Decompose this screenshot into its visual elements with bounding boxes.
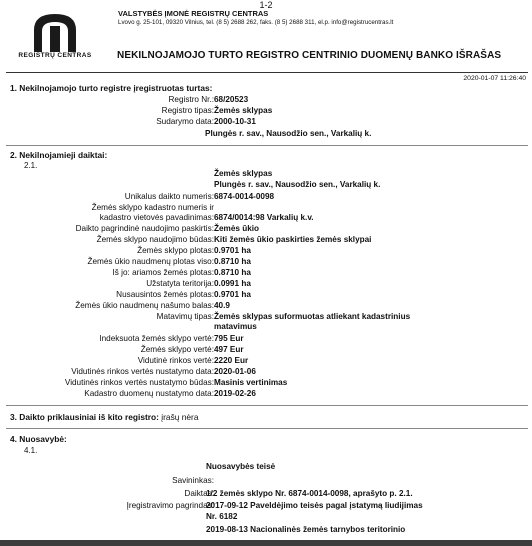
section1-title: 1. Nekilnojamojo turto registre įregistruotas turtas:: [10, 83, 213, 93]
row-value: 2017-09-12 Paveldėjimo teisės pagal įstatymą liudijimas: [206, 501, 423, 510]
section3-line: [10, 412, 199, 422]
logo-arch-icon: [30, 12, 80, 52]
section2-item-address: Plungės r. sav., Nausodžio sen., Varkalių k.: [214, 180, 381, 189]
row-value: 6874-0014-0098: [214, 192, 275, 201]
row-label: Sudarymo data:: [156, 117, 214, 126]
section2-row: [0, 245, 532, 256]
row-value: 6874/0014:98 Varkalių k.v.: [214, 213, 314, 222]
row-label: Vidutinės rinkos vertės nustatymo būdas:: [64, 378, 214, 387]
row-value: 40.9: [214, 301, 230, 310]
row-label: Žemės sklypo vertė:: [140, 345, 214, 354]
section2-row: [0, 377, 532, 388]
section4-row: [0, 511, 532, 522]
section4-title: 4. Nuosavybė:: [10, 434, 67, 444]
row-value: 68/20523: [214, 95, 249, 104]
org-address: Lvovo g. 25-101, 09320 Vilnius, tel. (8 5) 2688 262, faks. (8 5) 2688 311, el.p. info@registrucentras.lt: [118, 19, 394, 26]
row-label: Žemės sklypo naudojimo būdas:: [96, 235, 214, 244]
section2-row: [0, 234, 532, 245]
row-label: Daikto pagrindinė naudojimo paskirtis:: [75, 224, 214, 233]
section4-item-number: 4.1.: [24, 446, 38, 455]
row-value: Žemės sklypas suformuotas atliekant kadastrinius: [214, 312, 411, 321]
org-name: VALSTYBĖS ĮMONĖ REGISTRŲ CENTRAS: [118, 9, 269, 18]
section2-row: [0, 212, 532, 223]
section2-row: [0, 388, 532, 399]
section4-row: [0, 500, 532, 511]
row-label: kadastro vietovės pavadinimas:: [99, 213, 214, 222]
document-title: NEKILNOJAMOJO TURTO REGISTRO CENTRINIO DUOMENŲ BANKO IŠRAŠAS: [117, 50, 502, 61]
section2-item-type: Žemės sklypas: [214, 169, 273, 178]
row-value: matavimus: [214, 322, 257, 331]
row-label: Užstatyta teritorija:: [146, 279, 214, 288]
row-label: Registro tipas:: [161, 106, 214, 115]
row-label: Žemės ūkio naudmenų plotas viso:: [87, 257, 214, 266]
document-datetime: 2020-01-07 11:26:40: [463, 75, 526, 82]
row-label: Kadastro duomenų nustatymo data:: [84, 389, 214, 398]
row-label: Unikalus daikto numeris:: [124, 192, 214, 201]
row-label: Įregistravimo pagrindas:: [126, 501, 214, 510]
title-divider: [6, 72, 528, 73]
section1-row: [0, 116, 532, 127]
section2-row: [0, 300, 532, 311]
section1-divider: [6, 145, 528, 146]
row-label: Žemės sklypo plotas:: [137, 246, 214, 255]
row-value: 2019-02-26: [214, 389, 256, 398]
row-value: 0.0991 ha: [214, 279, 251, 288]
section2-row: [0, 278, 532, 289]
section2-row: [0, 333, 532, 344]
section1-row: [0, 94, 532, 105]
section3-title: 3. Daikto priklausiniai iš kito registro:: [10, 412, 159, 422]
row-label: Savininkas:: [172, 476, 214, 485]
row-value: Nr. 6182: [206, 512, 238, 521]
section1-row: [0, 105, 532, 116]
section3-divider: [6, 428, 528, 429]
row-value: 2019-08-13 Nacionalinės žemės tarnybos teritorinio: [206, 525, 406, 534]
section3-value: įrašų nėra: [161, 412, 199, 422]
section2-row: [0, 267, 532, 278]
row-value: 2020-01-06: [214, 367, 256, 376]
section2-row: [0, 321, 532, 332]
page-number: 1-2: [259, 0, 273, 10]
section2-row: [0, 289, 532, 300]
row-value: 497 Eur: [214, 345, 244, 354]
section1-address: Plungės r. sav., Nausodžio sen., Varkalių k.: [205, 129, 372, 138]
row-value: Kiti žemės ūkio paskirties žemės sklypai: [214, 235, 372, 244]
section2-row: [0, 223, 532, 234]
row-label: Matavimų tipas:: [156, 312, 214, 321]
row-value: 795 Eur: [214, 334, 244, 343]
row-value: Žemės sklypas: [214, 106, 273, 115]
section2-title: 2. Nekilnojamieji daiktai:: [10, 150, 108, 160]
row-label: Vidutinė rinkos vertė:: [137, 356, 214, 365]
row-value: Žemės ūkio: [214, 224, 260, 233]
row-label: Nusausintos žemės plotas:: [116, 290, 214, 299]
scan-bottom-edge: [0, 540, 532, 546]
section4-row: [0, 488, 532, 499]
section2-divider: [6, 405, 528, 406]
row-value: 0.8710 ha: [214, 257, 251, 266]
row-value: 0.9701 ha: [214, 290, 251, 299]
row-value: 2220 Eur: [214, 356, 249, 365]
section2-row: [0, 366, 532, 377]
row-value: 1/2 žemės sklypo Nr. 6874-0014-0098, aprašyto p. 2.1.: [206, 489, 413, 498]
registru-centras-logo: [6, 8, 104, 66]
row-label: Žemės sklypo kadastro numeris ir: [91, 203, 214, 212]
section2-row: [0, 256, 532, 267]
row-label: Indeksuota žemės sklypo vertė:: [99, 334, 214, 343]
section4-heading: Nuosavybės teisė: [206, 462, 276, 471]
logo-text: REGISTRŲ CENTRAS: [18, 52, 92, 59]
row-value: 0.9701 ha: [214, 246, 251, 255]
row-value: 0.8710 ha: [214, 268, 251, 277]
section2-row: [0, 191, 532, 202]
row-label: Žemės ūkio naudmenų našumo balas:: [75, 301, 214, 310]
row-value: Masinis vertinimas: [214, 378, 288, 387]
section4-row: [0, 524, 532, 535]
section2-row: [0, 355, 532, 366]
section2-item-number: 2.1.: [24, 161, 38, 170]
row-label: Registro Nr.:: [168, 95, 214, 104]
row-label: Iš jo: ariamos žemės plotas:: [112, 268, 214, 277]
row-value: 2000-10-31: [214, 117, 256, 126]
section2-row: [0, 344, 532, 355]
row-label: Daiktas:: [184, 489, 214, 498]
section4-row: [0, 475, 532, 486]
row-label: Vidutinės rinkos vertės nustatymo data:: [71, 367, 214, 376]
